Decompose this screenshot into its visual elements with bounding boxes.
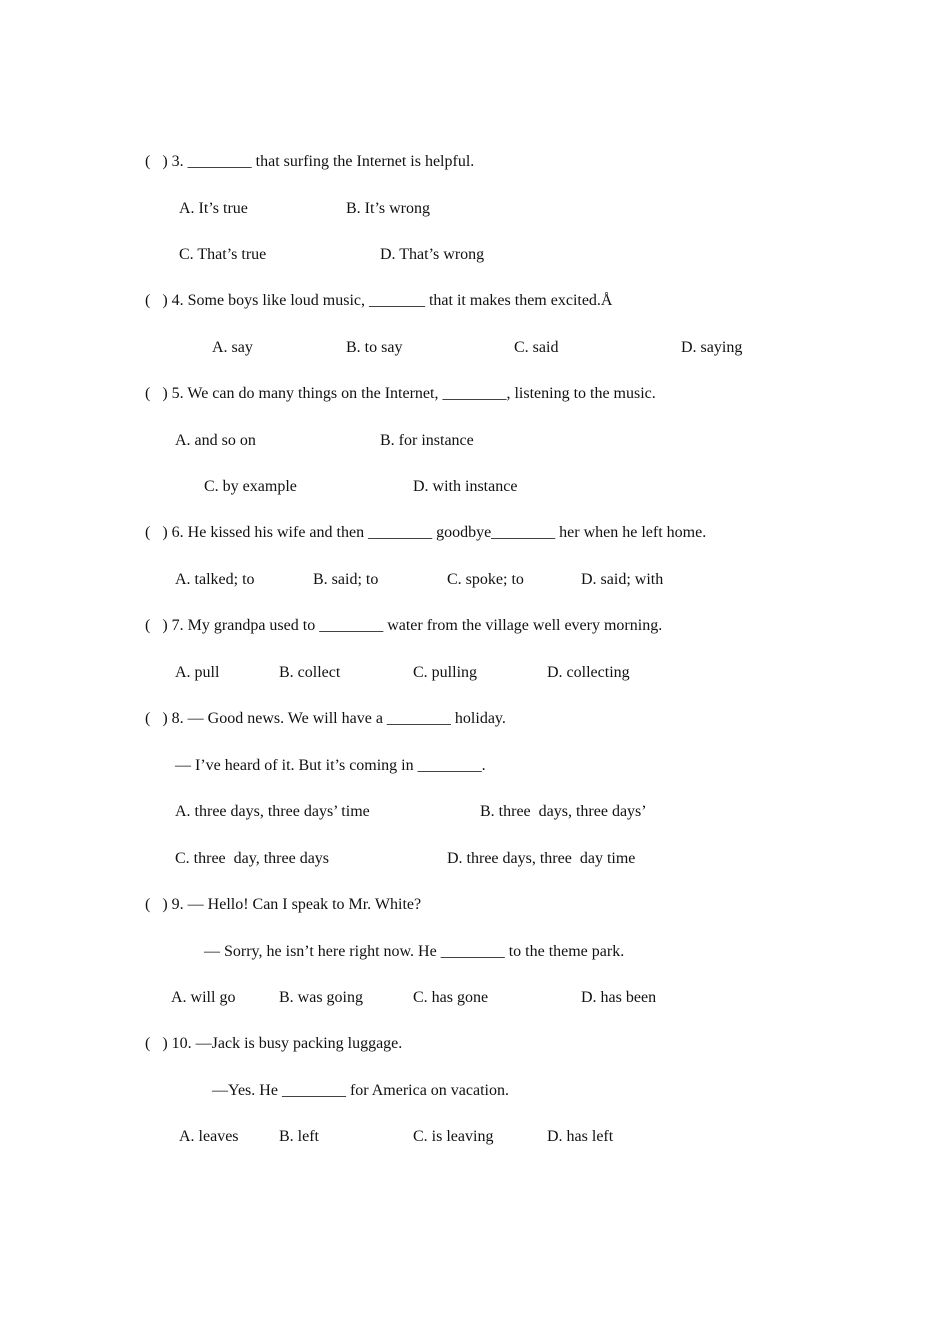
question-10-option-d: D. has left xyxy=(547,1128,614,1145)
question-9-stem: ( ) 9. — Hello! Can I speak to Mr. White? xyxy=(145,896,422,913)
question-8-dialog: — I’ve heard of it. But it’s coming in ________. xyxy=(175,757,486,774)
question-8-stem: ( ) 8. — Good news. We will have a ________ holiday. xyxy=(145,710,506,727)
question-10-option-b: B. left xyxy=(279,1128,319,1145)
question-5-stem: ( ) 5. We can do many things on the Internet, ________, listening to the music. xyxy=(145,385,656,402)
question-5-option-b: B. for instance xyxy=(380,432,474,449)
question-3-option-a: A. It’s true xyxy=(179,200,248,217)
question-3-option-c: C. That’s true xyxy=(179,246,267,263)
question-6-option-d: D. said; with xyxy=(581,571,664,588)
question-5-option-a: A. and so on xyxy=(175,432,256,449)
question-9-option-a: A. will go xyxy=(171,989,236,1006)
question-7-stem: ( ) 7. My grandpa used to ________ water from the village well every morning. xyxy=(145,617,663,634)
question-7-option-c: C. pulling xyxy=(413,664,478,681)
question-10-option-a: A. leaves xyxy=(179,1128,239,1145)
question-4-option-b: B. to say xyxy=(346,339,403,356)
question-6-option-c: C. spoke; to xyxy=(447,571,524,588)
question-6-option-a: A. talked; to xyxy=(175,571,255,588)
question-6-stem: ( ) 6. He kissed his wife and then ________ goodbye________ her when he left home. xyxy=(145,524,707,541)
question-10-dialog: —Yes. He ________ for America on vacation. xyxy=(212,1082,509,1099)
question-9-option-c: C. has gone xyxy=(413,989,489,1006)
question-8-option-a: A. three days, three days’ time xyxy=(175,803,370,820)
question-9-dialog: — Sorry, he isn’t here right now. He ________ to the theme park. xyxy=(204,943,625,960)
question-4-stem: ( ) 4. Some boys like loud music, _______ that it makes them excited.Å xyxy=(145,292,613,309)
question-3-option-b: B. It’s wrong xyxy=(346,200,430,217)
question-3-option-d: D. That’s wrong xyxy=(380,246,485,263)
question-4-option-c: C. said xyxy=(514,339,559,356)
question-7-option-d: D. collecting xyxy=(547,664,630,681)
question-5-option-c: C. by example xyxy=(204,478,297,495)
question-3-stem: ( ) 3. ________ that surfing the Internet is helpful. xyxy=(145,153,475,170)
question-10-option-c: C. is leaving xyxy=(413,1128,494,1145)
question-9-option-d: D. has been xyxy=(581,989,657,1006)
question-10-stem: ( ) 10. —Jack is busy packing luggage. xyxy=(145,1035,403,1052)
question-9-option-b: B. was going xyxy=(279,989,363,1006)
question-8-option-b: B. three days, three days’ xyxy=(480,803,647,820)
question-6-option-b: B. said; to xyxy=(313,571,379,588)
question-7-option-a: A. pull xyxy=(175,664,220,681)
question-8-option-c: C. three day, three days xyxy=(175,850,330,867)
question-4-option-d: D. saying xyxy=(681,339,743,356)
question-5-option-d: D. with instance xyxy=(413,478,518,495)
question-4-option-a: A. say xyxy=(212,339,253,356)
question-8-option-d: D. three days, three day time xyxy=(447,850,636,867)
question-7-option-b: B. collect xyxy=(279,664,341,681)
